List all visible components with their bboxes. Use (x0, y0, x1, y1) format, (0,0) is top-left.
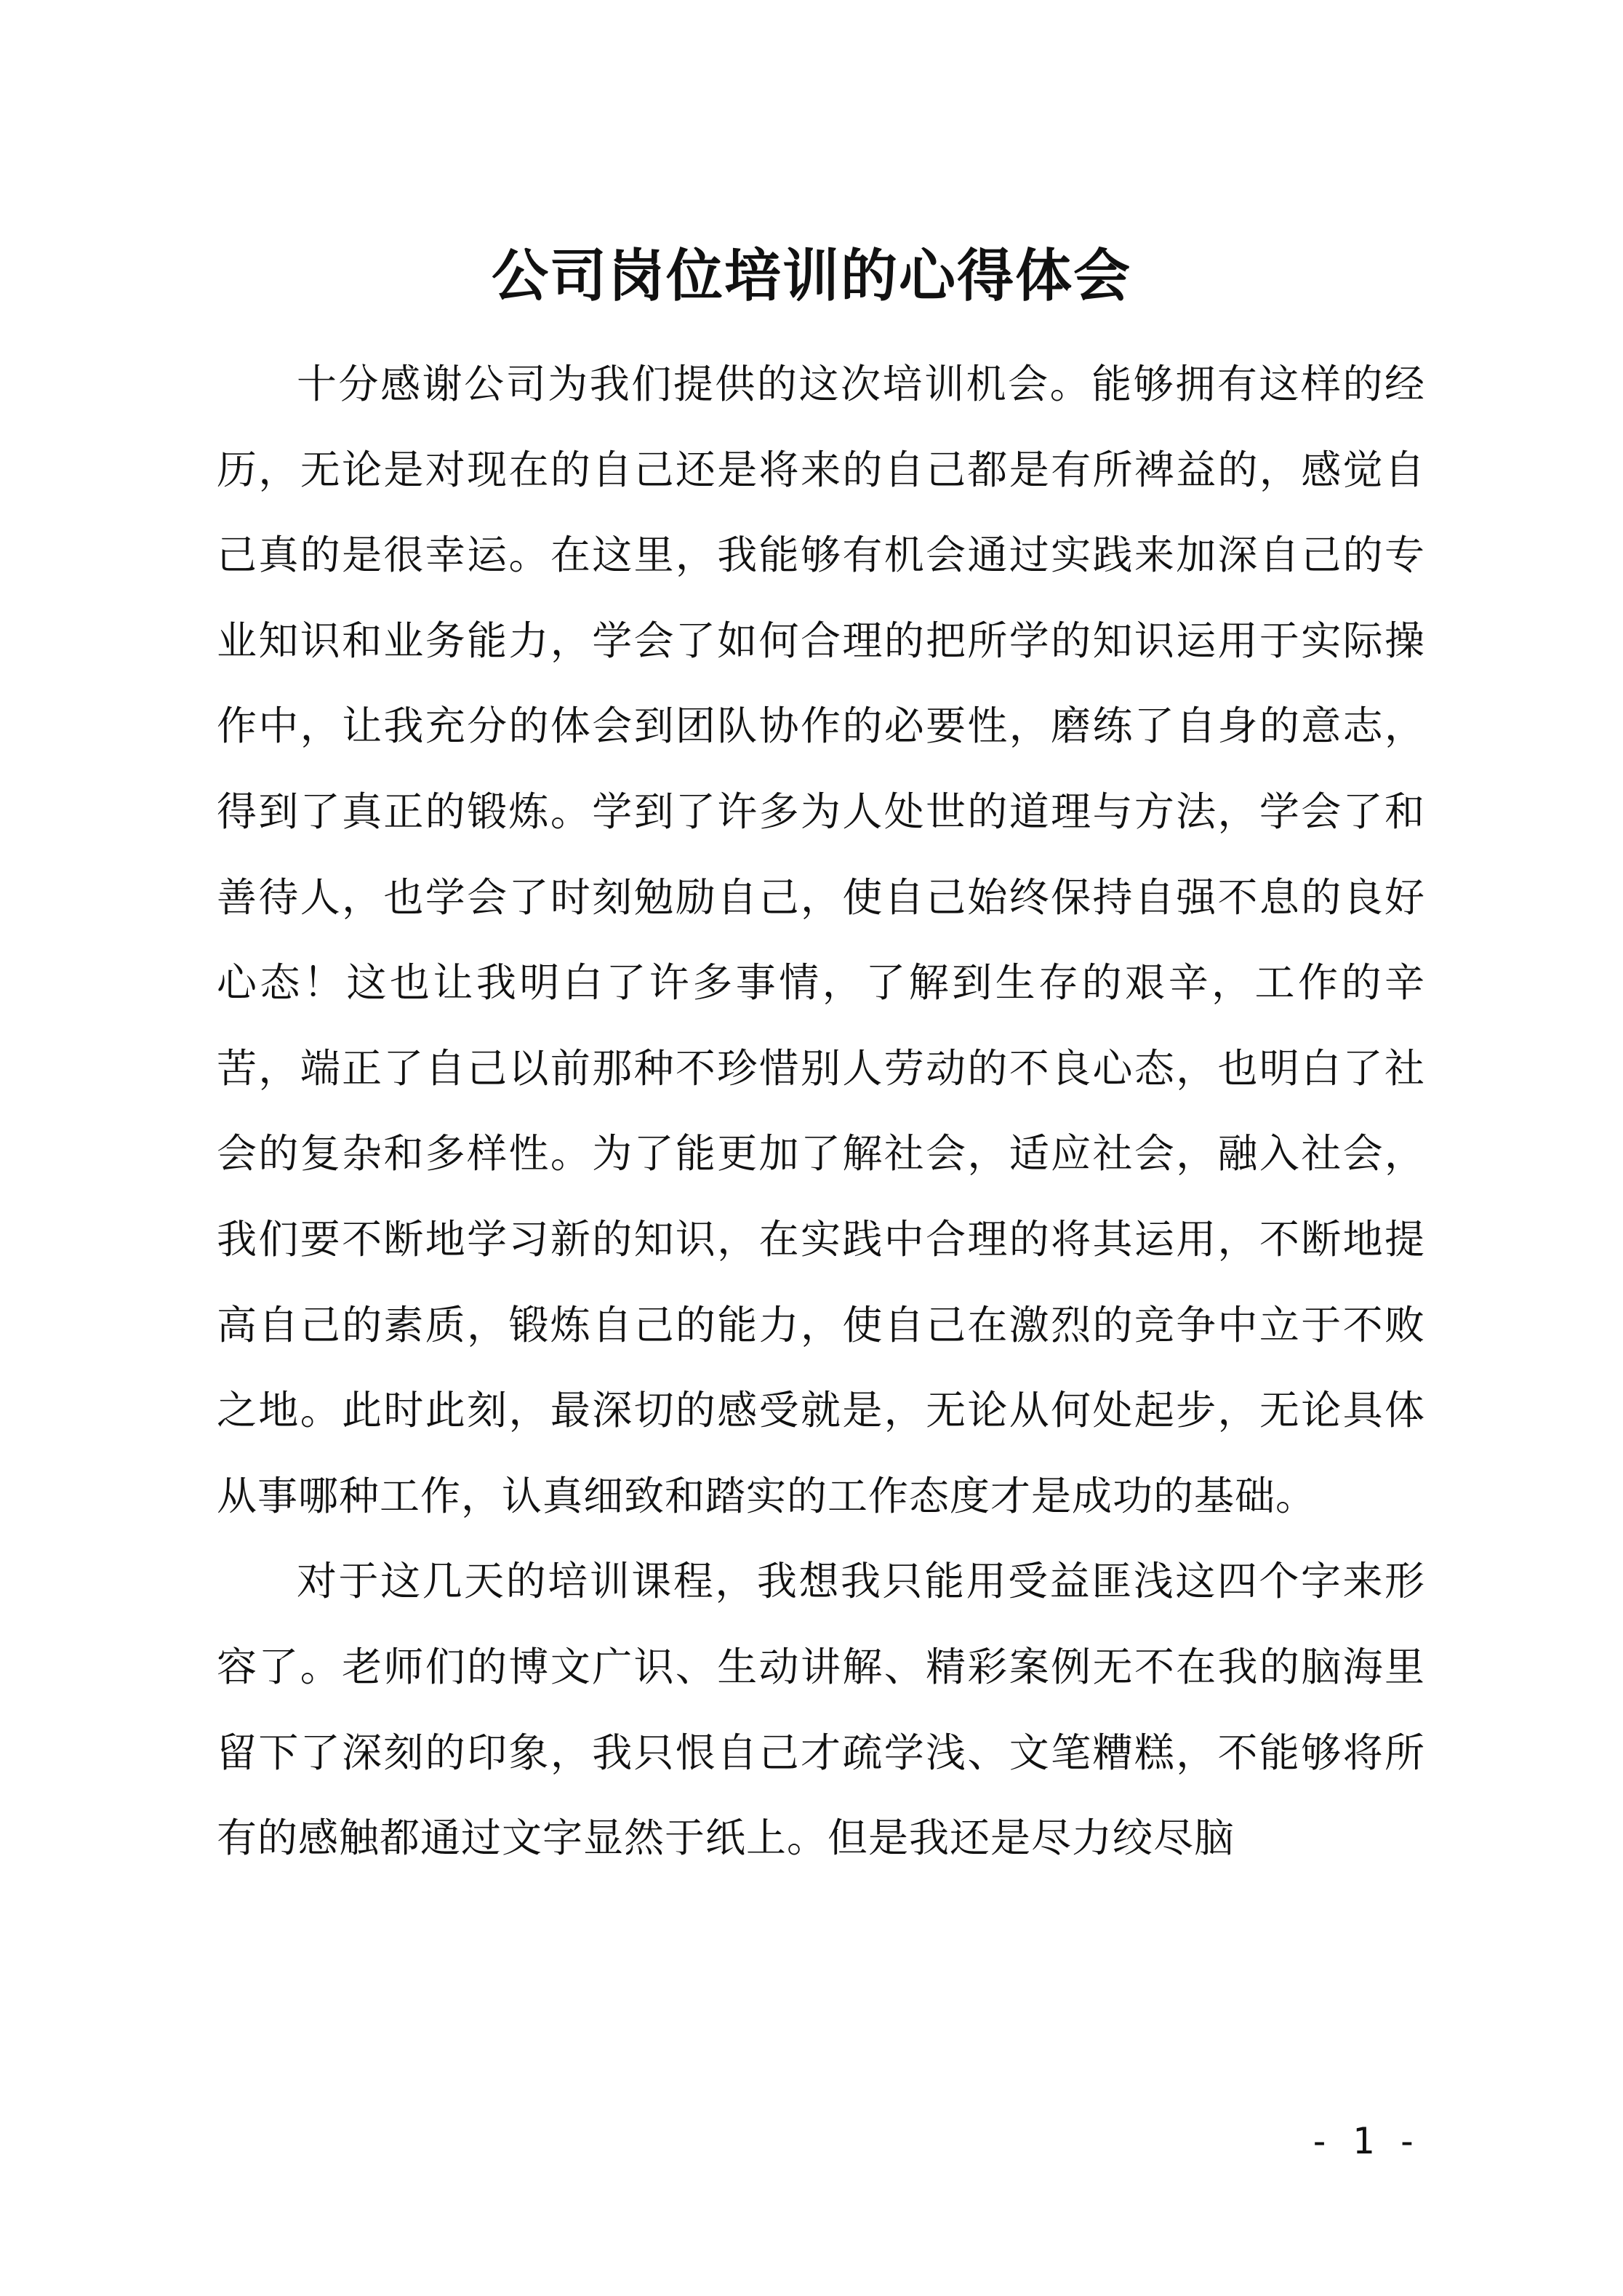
paragraph-1: 十分感谢公司为我们提供的这次培训机会。能够拥有这样的经历，无论是对现在的自己还是将来的自己都是有所裨益的，感觉自己真的是很幸运。在这里，我能够有机会通过实践来加深自己的专业知识和业务能力，学会了如何合理的把所学的知识运用于实际操作中，让我充分的体会到团队协作的必要性，磨练了自身的意志，得到了真正的锻炼。学到了许多为人处世的道理与方法，学会了和善待人，也学会了时刻勉励自己，使自己始终保持自强不息的良好心态！这也让我明白了许多事情，了解到生存的艰辛，工作的辛苦，端正了自己以前那种不珍惜别人劳动的不良心态，也明白了社会的复杂和多样性。为了能更加了解社会，适应社会，融入社会，我们要不断地学习新的知识，在实践中合理的将其运用，不断地提高自己的素质，锻炼自己的能力，使自己在激烈的竞争中立于不败之地。此时此刻，最深切的感受就是，无论从何处起步，无论具体从事哪种工作，认真细致和踏实的工作态度才是成功的基础。 (217, 361, 1425, 1519)
paragraph-2: 对于这几天的培训课程，我想我只能用受益匪浅这四个字来形容了。老师们的博文广识、生动讲解、精彩案例无不在我的脑海里留下了深刻的印象，我只恨自己才疏学浅、文笔糟糕，不能够将所有的感触都通过文字显然于纸上。但是我还是尽力绞尽脑 (217, 1558, 1425, 1862)
page-number: - 1 - (1308, 2120, 1418, 2162)
document-title: 公司岗位培训的心得体会 (491, 244, 1131, 309)
document-body (217, 342, 1425, 1881)
